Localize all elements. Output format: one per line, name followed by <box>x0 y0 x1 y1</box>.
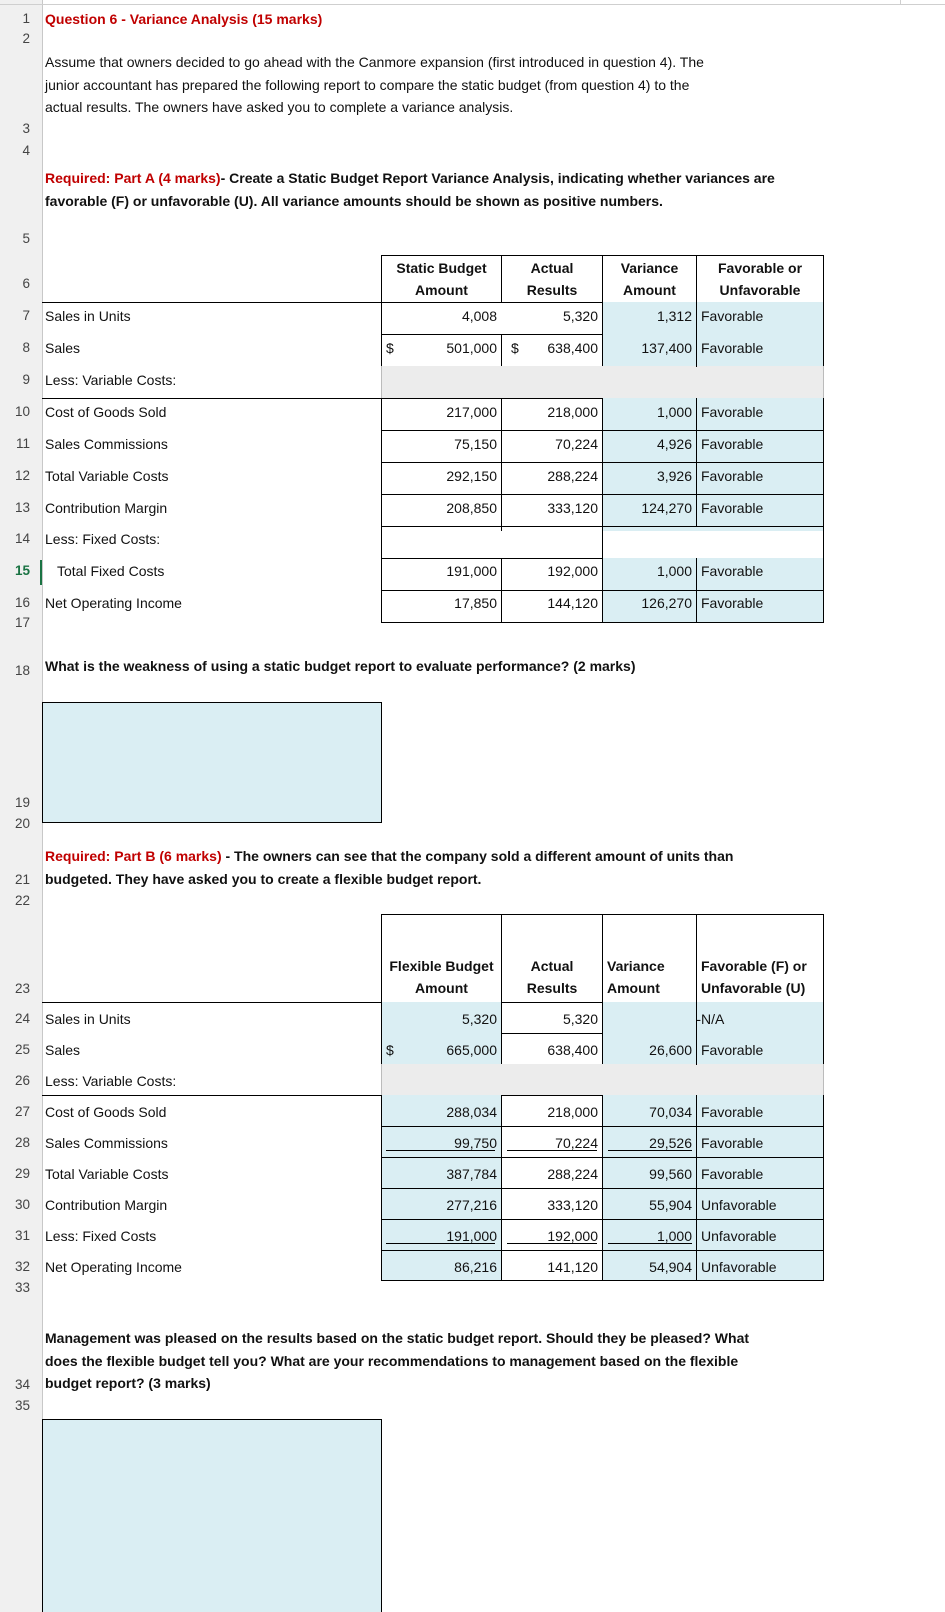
row-number[interactable]: 10 <box>14 404 30 419</box>
favorability-value: Favorable <box>701 308 764 324</box>
label-header-cell[interactable] <box>42 914 382 1003</box>
actual-value: 5,320 <box>562 308 598 324</box>
header-line: Amount <box>607 980 660 996</box>
favorability-value: Favorable <box>701 340 764 356</box>
variance-value: 137,400 <box>641 340 692 356</box>
row-label: Less: Fixed Costs <box>45 1228 157 1244</box>
row-number[interactable]: 35 <box>14 1398 30 1413</box>
column-divider <box>696 302 697 367</box>
actual-value: 70,224 <box>555 436 598 452</box>
row-number[interactable]: 1 <box>22 11 30 26</box>
part-b-text: - The owners can see that the company sold a different amount of units than <box>221 848 734 864</box>
variance-value: 4,926 <box>656 436 692 452</box>
header-cell[interactable] <box>696 914 824 1003</box>
row-number[interactable]: 27 <box>14 1104 30 1119</box>
budget-value: 277,216 <box>446 1197 497 1213</box>
favorability-value: Unfavorable <box>701 1259 777 1275</box>
actual-value: 70,224 <box>555 1135 598 1151</box>
row-label: Total Variable Costs <box>45 468 169 484</box>
actual-value: 141,120 <box>547 1259 598 1275</box>
header-line: Static Budget <box>396 260 487 276</box>
budget-value: 75,150 <box>454 436 497 452</box>
favorability-value: Unfavorable <box>701 1197 777 1213</box>
row-label: Cost of Goods Sold <box>45 404 167 420</box>
row-label: Net Operating Income <box>45 595 182 611</box>
row-number[interactable]: 13 <box>14 500 30 515</box>
actual-value: 192,000 <box>547 563 598 579</box>
header-line: Unfavorable (U) <box>701 980 806 996</box>
actual-value: 638,400 <box>547 340 598 356</box>
budget-value: 99,750 <box>454 1135 497 1151</box>
row-number[interactable]: 18 <box>14 663 30 678</box>
variance-value: 1,000 <box>656 404 692 420</box>
column-divider <box>696 1095 697 1281</box>
header-line: Favorable or <box>717 260 803 276</box>
row-number[interactable]: 23 <box>14 981 30 996</box>
part-a-text: favorable (F) or unfavorable (U). All variance amounts should be shown as positive numbers. <box>45 192 663 209</box>
part-b-text: budgeted. They have asked you to create a flexible budget report. <box>45 870 482 887</box>
variance-value: 3,926 <box>656 468 692 484</box>
column-divider <box>602 526 603 559</box>
management-question <box>45 1327 749 1395</box>
favorability-value: Favorable <box>701 436 764 452</box>
dollar-sign: $ <box>386 1042 394 1058</box>
row-label: Less: Variable Costs: <box>45 372 177 388</box>
blank-row-cell[interactable] <box>381 366 824 399</box>
row-number[interactable]: 8 <box>22 340 30 355</box>
header-line: Unfavorable <box>719 282 801 298</box>
dollar-sign: $ <box>511 340 519 356</box>
budget-value: 4,008 <box>461 308 497 324</box>
management-answer-box[interactable] <box>42 1419 382 1612</box>
header-line: Actual <box>530 260 574 276</box>
actual-value: 218,000 <box>547 404 598 420</box>
row-label: Total Fixed Costs <box>57 563 165 579</box>
header-cell[interactable] <box>381 914 502 1003</box>
favorability-value: Favorable <box>701 1166 764 1182</box>
variance-value: 126,270 <box>641 595 692 611</box>
row-number[interactable]: 29 <box>14 1166 30 1181</box>
row-number[interactable]: 9 <box>22 372 30 387</box>
column-divider <box>696 398 697 527</box>
question-line: Management was pleased on the results based on the static budget report. Should they be pleased? What <box>45 1330 750 1346</box>
actual-value: 192,000 <box>547 1228 598 1244</box>
question-line: budget report? (3 marks) <box>45 1375 211 1391</box>
row-rule <box>381 494 824 495</box>
row-number[interactable]: 22 <box>14 893 30 908</box>
header-line: Variance <box>620 260 679 276</box>
budget-value: 292,150 <box>446 468 497 484</box>
budget-value: 5,320 <box>461 1011 497 1027</box>
row-number[interactable]: 20 <box>14 816 30 831</box>
row-rule <box>381 1188 824 1189</box>
part-a-instructions <box>45 167 775 212</box>
row-label: Sales <box>45 1042 81 1058</box>
column-divider <box>501 558 502 623</box>
actual-value: 333,120 <box>547 500 598 516</box>
row-number[interactable]: 16 <box>14 595 30 610</box>
row-number[interactable]: 24 <box>14 1011 30 1026</box>
actual-value: 144,120 <box>547 595 598 611</box>
header-cell[interactable] <box>602 914 697 1003</box>
favorability-value: Favorable <box>701 595 764 611</box>
variance-value: 1,312 <box>656 308 692 324</box>
header-line: Actual <box>530 958 574 974</box>
row-number[interactable]: 21 <box>14 872 30 887</box>
column-divider <box>900 0 901 5</box>
budget-value: 665,000 <box>446 1042 497 1058</box>
variance-value: 1,000 <box>656 1228 692 1244</box>
row-number[interactable]: 3 <box>22 121 30 136</box>
row-number[interactable]: 5 <box>22 231 30 246</box>
header-line: Results <box>526 980 578 996</box>
row-label: Sales in Units <box>45 308 131 324</box>
header-cell[interactable] <box>381 255 502 303</box>
actual-value: 288,224 <box>547 1166 598 1182</box>
actual-value: 5,320 <box>562 1011 598 1027</box>
row-label: Less: Fixed Costs: <box>45 531 161 547</box>
row-number[interactable]: 32 <box>14 1259 30 1274</box>
favorability-value: Favorable <box>701 500 764 516</box>
row-number[interactable]: 30 <box>14 1197 30 1212</box>
header-cell[interactable] <box>696 255 824 303</box>
row-label: Sales in Units <box>45 1011 131 1027</box>
variance-value: 1,000 <box>656 563 692 579</box>
row-rule <box>602 590 824 591</box>
row-number[interactable]: 19 <box>14 795 30 810</box>
row-rule <box>381 462 824 463</box>
actual-value: 288,224 <box>547 468 598 484</box>
actual-value: 333,120 <box>547 1197 598 1213</box>
row-number[interactable]: 14 <box>14 531 30 546</box>
row-label: Less: Variable Costs: <box>45 1073 177 1089</box>
row-label: Total Variable Costs <box>45 1166 169 1182</box>
row-number[interactable]: 25 <box>14 1042 30 1057</box>
budget-value: 501,000 <box>446 340 497 356</box>
header-line: Flexible Budget <box>389 958 494 974</box>
dollar-sign: $ <box>386 340 394 356</box>
favorability-value: Favorable <box>701 1135 764 1151</box>
favorability-value: Favorable <box>701 404 764 420</box>
favorability-value: N/A <box>701 1011 725 1027</box>
row-number[interactable]: 26 <box>14 1073 30 1088</box>
favorability-value: Favorable <box>701 1104 764 1120</box>
actual-value: 218,000 <box>547 1104 598 1120</box>
budget-value: 17,850 <box>454 595 497 611</box>
row-rule <box>381 1250 824 1251</box>
row-number[interactable]: 11 <box>15 436 30 451</box>
budget-value: 217,000 <box>446 404 497 420</box>
budget-value: 387,784 <box>446 1166 497 1182</box>
row-number[interactable]: 17 <box>14 615 30 630</box>
row-label: Cost of Goods Sold <box>45 1104 167 1120</box>
column-header-divider <box>0 4 945 5</box>
row-number[interactable]: 34 <box>14 1377 30 1392</box>
row-rule <box>381 1126 824 1127</box>
variance-value: 29,526 <box>649 1135 692 1151</box>
weakness-answer-box[interactable] <box>42 702 382 823</box>
favorability-value: Favorable <box>701 468 764 484</box>
column-divider <box>501 398 502 531</box>
favorability-value: Favorable <box>701 563 764 579</box>
part-a-label: Required: Part A (4 marks) <box>45 170 221 186</box>
header-line: Variance <box>607 958 665 974</box>
row-number[interactable]: 2 <box>22 31 30 46</box>
header-cell[interactable] <box>602 255 697 303</box>
row-label: Sales Commissions <box>45 1135 168 1151</box>
header-cell[interactable] <box>501 914 603 1003</box>
row-number[interactable]: 12 <box>14 468 30 483</box>
intro-line: Assume that owners decided to go ahead with the Canmore expansion (first introduced in question 4). The <box>45 54 704 70</box>
intro-line: junior accountant has prepared the following report to compare the static budget (from question 4) to the <box>45 76 690 93</box>
intro-paragraph <box>45 51 704 119</box>
row-number[interactable]: 28 <box>14 1135 30 1150</box>
budget-value: 191,000 <box>446 563 497 579</box>
budget-value: 208,850 <box>446 500 497 516</box>
row-label: Contribution Margin <box>45 1197 168 1213</box>
column-divider <box>696 558 697 623</box>
question-line: does the flexible budget tell you? What are your recommendations to management based on the flexible <box>45 1352 739 1369</box>
favorability-value: Unfavorable <box>701 1228 777 1244</box>
variance-value: 55,904 <box>649 1197 692 1213</box>
header-line: Amount <box>415 980 468 996</box>
part-b-instructions <box>45 845 733 890</box>
row-number[interactable]: 33 <box>14 1280 30 1295</box>
row-rule <box>381 1157 824 1158</box>
header-cell[interactable] <box>501 255 603 303</box>
header-line: Amount <box>623 282 676 298</box>
variance-value: - <box>696 1011 701 1027</box>
row-label: Net Operating Income <box>45 1259 182 1275</box>
variance-value: 99,560 <box>649 1166 692 1182</box>
label-header-cell[interactable] <box>42 255 382 303</box>
question-title: Question 6 - Variance Analysis (15 marks) <box>45 11 323 27</box>
blank-row-cell[interactable] <box>381 1064 824 1096</box>
part-b-label: Required: Part B (6 marks) <box>45 848 222 864</box>
part-a-text: - Create a Static Budget Report Variance Analysis, indicating whether variances are <box>220 170 775 186</box>
variance-value: 124,270 <box>641 500 692 516</box>
budget-value: 86,216 <box>454 1259 497 1275</box>
budget-value: 191,000 <box>446 1228 497 1244</box>
variance-value: 54,904 <box>649 1259 692 1275</box>
header-line: Results <box>526 282 578 298</box>
row-label: Sales Commissions <box>45 436 168 452</box>
variance-value: 70,034 <box>649 1104 692 1120</box>
row-label: Sales <box>45 340 81 356</box>
header-line: Amount <box>415 282 468 298</box>
row-number[interactable]: 7 <box>22 308 30 323</box>
row-number[interactable]: 31 <box>14 1228 30 1243</box>
row-number[interactable]: 4 <box>22 143 30 158</box>
row-number[interactable]: 6 <box>22 276 30 291</box>
row-label: Contribution Margin <box>45 500 168 516</box>
budget-value: 288,034 <box>446 1104 497 1120</box>
row-number[interactable]: 15 <box>14 563 30 578</box>
favorability-value: Favorable <box>701 1042 764 1058</box>
header-line: Favorable (F) or <box>701 958 807 974</box>
actual-value: 638,400 <box>547 1042 598 1058</box>
row-rule <box>381 430 824 431</box>
weakness-question: What is the weakness of using a static budget report to evaluate performance? (2 marks) <box>45 658 636 674</box>
row-rule <box>381 1219 824 1220</box>
intro-line: actual results. The owners have asked you to complete a variance analysis. <box>45 99 514 115</box>
variance-value: 26,600 <box>649 1042 692 1058</box>
column-divider <box>501 334 502 367</box>
